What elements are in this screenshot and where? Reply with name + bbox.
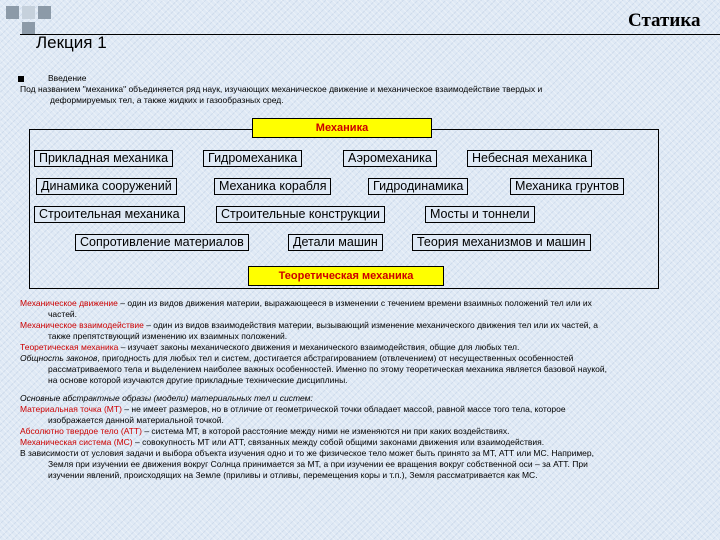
bullet-icon xyxy=(18,76,24,82)
term: Общность законов xyxy=(20,353,98,363)
diagram-box: Механика грунтов xyxy=(510,178,624,195)
paragraph-line: изучении явлений, происходящих на Земле (приливы и отливы, перемещения коры и т.п.), Земля рассматривается как МС. xyxy=(48,470,538,480)
models-block xyxy=(20,393,708,481)
term: Механическая система (МС) xyxy=(20,437,133,447)
paragraph-line: В зависимости от условия задачи и выбора объекта изучения одно и то же физическое тело может быть принято за МТ, АТТ или МС. Например, xyxy=(20,448,594,458)
definition-text: – изучает законы механического движения и механического взаимодействия, общие для любых тел. xyxy=(118,342,520,352)
definitions-block xyxy=(20,298,708,386)
definition-text: – совокупность МТ или АТТ, связанных между собой общими законами движения или взаимодействия. xyxy=(132,437,545,447)
diagram-box: Гидромеханика xyxy=(203,150,302,167)
diagram-box: Строительные конструкции xyxy=(216,206,385,223)
term: Теоретическая механика xyxy=(20,342,119,352)
diagram-top-box: Механика xyxy=(252,118,432,138)
definition-text: изображается данной материальной точкой. xyxy=(48,415,224,425)
intro-heading: Введение xyxy=(48,73,87,83)
diagram-box: Небесная механика xyxy=(467,150,592,167)
lecture-label: Лекция 1 xyxy=(36,33,107,52)
decor-square xyxy=(38,6,51,19)
definition-text: , пригодность для любых тел и систем, достигается абстрагированием (отвлечением) от несущественных особенностей xyxy=(97,353,574,363)
diagram-box: Детали машин xyxy=(288,234,383,251)
definition-text: – не имеет размеров, но в отличие от геометрической точки обладает массой, равной массе того тела, которое xyxy=(121,404,566,414)
header-divider xyxy=(20,34,720,35)
term: Механическое движение xyxy=(20,298,118,308)
definition-text: также препятствующий изменению их взаимных положений. xyxy=(48,331,288,341)
decor-square xyxy=(22,6,35,19)
models-heading: Основные абстрактные образы (модели) материальных тел и систем: xyxy=(20,393,313,403)
definition-text: – один из видов движения материи, выражающееся в изменении с течением времени взаимных положений тел или их xyxy=(117,298,592,308)
diagram-box: Прикладная механика xyxy=(34,150,173,167)
diagram-box: Сопротивление материалов xyxy=(75,234,249,251)
slide-title: Статика xyxy=(628,10,701,31)
definition-text: частей. xyxy=(48,309,78,319)
definition-text: – система МТ, в которой расстояние между ними не изменяются ни при каких воздействиях. xyxy=(141,426,510,436)
intro-line: деформируемых тел, а также жидких и газообразных сред. xyxy=(50,95,284,105)
intro-line: Под названием "механика" объединяется ряд наук, изучающих механическое движение и механическое взаимодействие твердых и xyxy=(20,84,543,94)
diagram-box: Аэромеханика xyxy=(343,150,437,167)
definition-text: рассматриваемого тела и выделением наиболее важных особенностей. Именно по этому теоретическая механика является базовой наукой, xyxy=(48,364,608,374)
intro-text xyxy=(20,84,710,106)
diagram-bottom-box: Теоретическая механика xyxy=(248,266,444,286)
term: Материальная точка (МТ) xyxy=(20,404,122,414)
diagram-box: Теория механизмов и машин xyxy=(412,234,591,251)
paragraph-line: Земля при изучении ее движения вокруг Солнца принимается за МТ, а при изучении ее вращения вокруг собственной оси – за АТТ. При xyxy=(48,459,588,469)
term: Механическое взаимодействие xyxy=(20,320,144,330)
definition-text: на основе которой изучаются другие прикладные технические дисциплины. xyxy=(48,375,348,385)
diagram-box: Механика корабля xyxy=(214,178,331,195)
diagram-box: Строительная механика xyxy=(34,206,185,223)
decor-square xyxy=(6,6,19,19)
definition-text: – один из видов взаимодействия материи, вызывающий изменение механического движения тел или их частей, а xyxy=(143,320,599,330)
term: Абсолютно твердое тело (АТТ) xyxy=(20,426,142,436)
diagram-box: Мосты и тоннели xyxy=(425,206,535,223)
diagram-box: Динамика сооружений xyxy=(36,178,177,195)
diagram-box: Гидродинамика xyxy=(368,178,468,195)
